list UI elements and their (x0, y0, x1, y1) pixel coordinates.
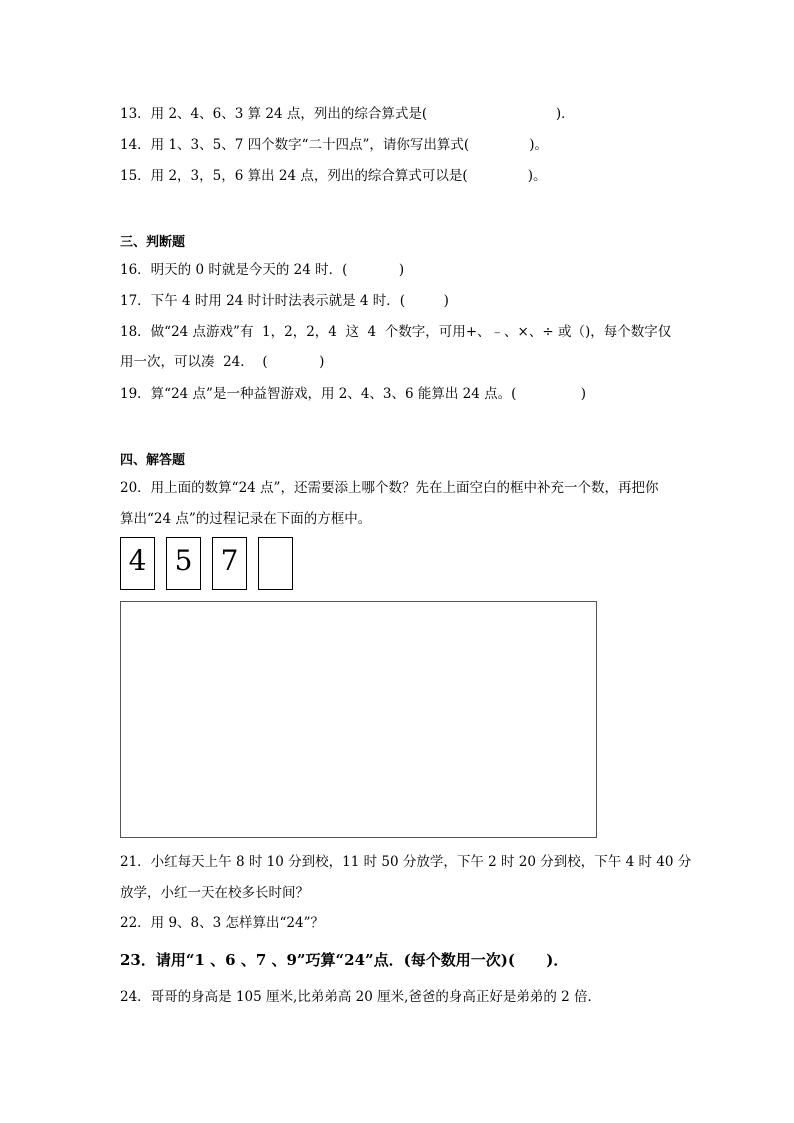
number-card-2: 5 (166, 537, 201, 590)
question-20-line2: 算出“24 点”的过程记录在下面的方框中。 (120, 511, 372, 527)
number-card-1: 4 (120, 537, 155, 590)
question-18-line2: 用一次，可以凑 24． ( ) (120, 354, 325, 370)
question-19: 19．算“24 点”是一种益智游戏，用 2、4、3、6 能算出 24 点。( ) (120, 386, 587, 402)
answer-box[interactable] (120, 601, 597, 838)
question-18-line1: 18．做“24 点游戏”有 1，2，2，4 这 4 个数字，可用+、﹣、×、÷ 或（)，每个数字仅 (120, 324, 672, 340)
question-15: 15．用 2，3，5，6 算出 24 点，列出的综合算式可以是( )。 (120, 168, 547, 184)
question-13: 13．用 2、4、6、3 算 24 点，列出的综合算式是( )． (120, 106, 575, 122)
question-24: 24．哥哥的身高是 105 厘米,比弟弟高 20 厘米,爸爸的身高正好是弟弟的 2 倍． (120, 989, 602, 1005)
question-17: 17．下午 4 时用 24 时计时法表示就是 4 时．( ) (120, 293, 449, 309)
number-card-blank[interactable] (258, 537, 293, 590)
section-heading-judgment: 三、判断题 (120, 235, 186, 250)
section-heading-answer: 四、解答题 (120, 453, 186, 468)
question-20-line1: 20．用上面的数算“24 点”，还需要添上哪个数？先在上面空白的框中补充一个数，再把你 (120, 480, 659, 496)
question-16: 16．明天的 0 时就是今天的 24 时．( ) (120, 262, 405, 278)
question-22: 22．用 9、8、3 怎样算出“24”？ (120, 915, 325, 931)
question-21-line1: 21．小红每天上午 8 时 10 分到校，11 时 50 分放学，下午 2 时 20 分到校，下午 4 时 40 分 (120, 854, 692, 870)
number-card-3: 7 (212, 537, 247, 590)
question-14: 14．用 1、3、5、7 四个数字“二十四点”，请你写出算式( )。 (120, 137, 549, 153)
question-21-line2: 放学，小红一天在校多长时间？ (120, 885, 309, 901)
question-23: 23．请用“1 、6 、7 、9”巧算“24”点．(每个数用一次)( )． (120, 951, 569, 969)
